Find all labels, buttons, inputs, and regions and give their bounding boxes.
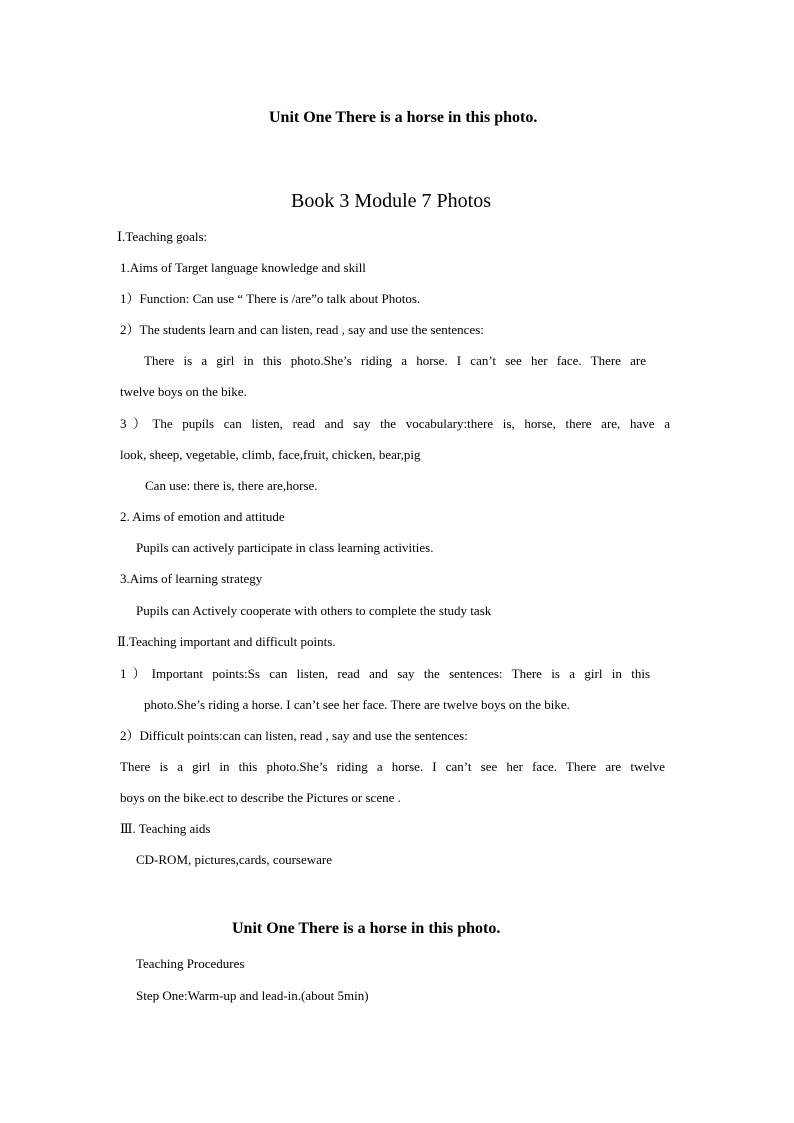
aims-target-language: 1.Aims of Target language knowledge and skill bbox=[120, 260, 366, 275]
book-subtitle: Book 3 Module 7 Photos bbox=[291, 190, 492, 212]
section-teaching-goals: Ⅰ.Teaching goals: bbox=[117, 229, 208, 244]
students-learn-item: 2）The students learn and can listen, read , say and use the sentences: bbox=[120, 322, 484, 337]
vocabulary-line-2: look, sheep, vegetable, climb, face,fruit, chicken, bear,pig bbox=[120, 447, 421, 462]
sentence-line-1: There is a girl in this photo.She’s riding a horse. I can’t see her face. There are bbox=[144, 353, 646, 368]
difficult-points-line-3: boys on the bike.ect to describe the Pictures or scene . bbox=[120, 790, 401, 805]
important-points-line-2: photo.She’s riding a horse. I can’t see her face. There are twelve boys on the bike. bbox=[144, 697, 570, 712]
section-important-points: Ⅱ.Teaching important and difficult points. bbox=[117, 634, 336, 649]
difficult-points-line-2: There is a girl in this photo.She’s riding a horse. I can’t see her face. There are twelve bbox=[120, 759, 665, 774]
section-teaching-aids: Ⅲ. Teaching aids bbox=[120, 821, 211, 836]
step-one: Step One:Warm-up and lead-in.(about 5min) bbox=[136, 988, 369, 1003]
teaching-aids-list: CD-ROM, pictures,cards, courseware bbox=[136, 852, 333, 867]
unit-title-top: Unit One There is a horse in this photo. bbox=[269, 109, 538, 126]
difficult-points-line-1: 2）Difficult points:can can listen, read , say and use the sentences: bbox=[120, 728, 468, 743]
can-use-line: Can use: there is, there are,horse. bbox=[145, 478, 318, 493]
teaching-procedures: Teaching Procedures bbox=[136, 956, 245, 971]
unit-title-bottom: Unit One There is a horse in this photo. bbox=[232, 920, 501, 937]
sentence-line-2: twelve boys on the bike. bbox=[120, 384, 247, 399]
emotion-detail: Pupils can actively participate in class learning activities. bbox=[136, 540, 434, 555]
vocabulary-line-1: 3）The pupils can listen, read and say the vocabulary:there is, horse, there are, have a bbox=[120, 416, 670, 431]
aims-emotion: 2. Aims of emotion and attitude bbox=[120, 509, 285, 524]
important-points-line-1: 1）Important points:Ss can listen, read and say the sentences: There is a girl in this bbox=[120, 666, 650, 681]
aims-learning-strategy: 3.Aims of learning strategy bbox=[120, 571, 263, 586]
function-item: 1）Function: Can use “ There is /are”o talk about Photos. bbox=[120, 291, 421, 306]
strategy-detail: Pupils can Actively cooperate with others to complete the study task bbox=[136, 603, 492, 618]
